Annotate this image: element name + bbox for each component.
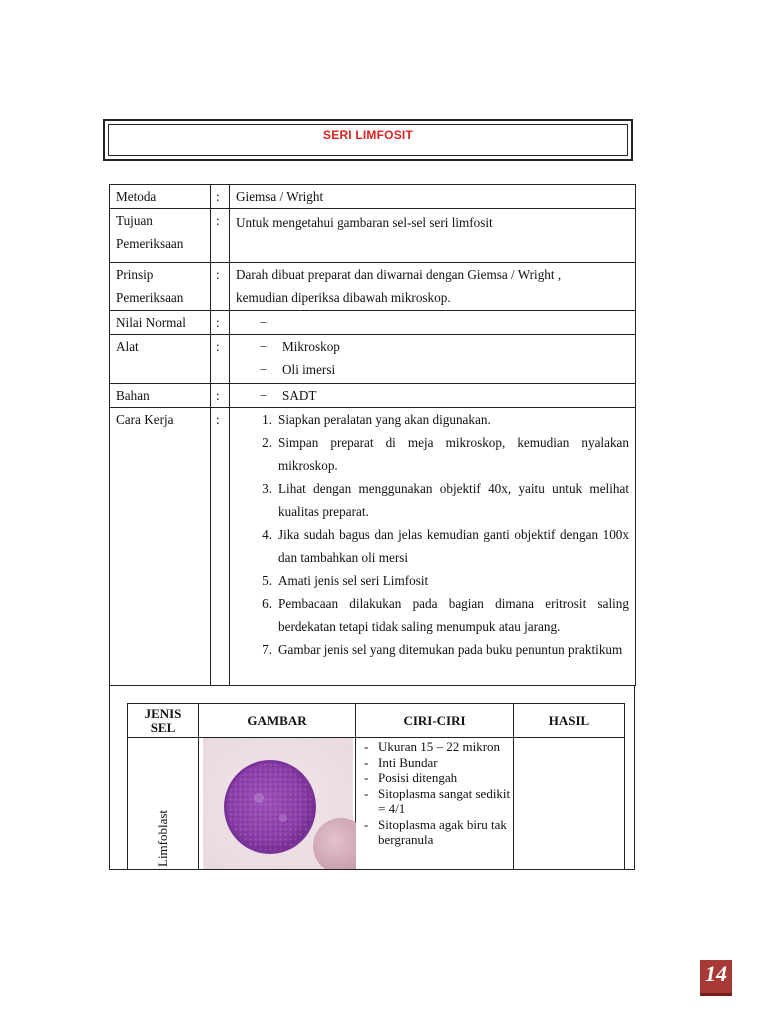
list-item — [364, 739, 513, 755]
alat-item-text: Oli imersi — [282, 362, 336, 377]
cell-table-header-row — [128, 704, 625, 738]
header-jenis-line1: JENIS — [144, 705, 182, 721]
cell-type-table — [127, 703, 625, 870]
table-row — [128, 738, 625, 870]
colon: : — [211, 311, 230, 335]
row-metoda — [110, 185, 636, 209]
nucleolus — [254, 793, 264, 803]
colon: : — [211, 408, 230, 686]
steps-list — [236, 408, 629, 661]
list-item — [236, 638, 629, 661]
ciri-text: Posisi ditengah — [378, 770, 458, 785]
bullet: - — [364, 739, 369, 754]
list-item — [236, 477, 629, 523]
alat-item-text: Mikroskop — [282, 339, 340, 354]
row-prinsip — [110, 263, 636, 311]
step-text: Pembacaan dilakukan pada bagian dimana eritrosit saling berdekatan tetapi tidak saling menumpuk atau jarang. — [278, 596, 629, 634]
header-ciri-ciri: CIRI-CIRI — [356, 704, 514, 738]
row-nilai-normal — [110, 311, 636, 335]
value-nilai-normal — [230, 311, 636, 335]
title-box — [103, 119, 633, 161]
ciri-text: Inti Bundar — [378, 754, 438, 770]
list-item — [364, 817, 513, 848]
ciri-text: Sitoplasma agak biru tak bergranula — [378, 816, 507, 847]
ciri-text: Sitoplasma sangat sedikit = 4/1 — [378, 785, 511, 816]
bullet: - — [364, 785, 369, 801]
label-tujuan-line1: Tujuan — [116, 213, 153, 228]
label-prinsip-line2: Pemeriksaan — [116, 290, 184, 305]
colon: : — [211, 335, 230, 384]
nucleolus — [279, 814, 287, 822]
list-item — [236, 358, 629, 381]
list-item — [236, 592, 629, 638]
value-prinsip-line1: Darah dibuat preparat dan diwarnai dengan Giemsa / Wright , — [236, 267, 562, 282]
row-cara-kerja — [110, 408, 636, 686]
page-title: SERI LIMFOSIT — [323, 128, 413, 142]
value-prinsip — [230, 263, 636, 311]
list-item — [364, 755, 513, 771]
bahan-item-text: SADT — [282, 388, 317, 403]
colon: : — [211, 209, 230, 263]
value-tujuan-text: Untuk mengetahui gambaran sel-sel seri limfosit — [236, 215, 493, 230]
colon: : — [211, 384, 230, 408]
value-cara-kerja — [230, 408, 636, 686]
colon: : — [211, 263, 230, 311]
header-gambar: GAMBAR — [199, 704, 356, 738]
label-cara-kerja: Cara Kerja — [110, 408, 211, 686]
label-tujuan-line2: Pemeriksaan — [116, 236, 184, 251]
list-item — [236, 569, 629, 592]
colon: : — [211, 185, 230, 209]
step-text: Jika sudah bagus dan jelas kemudian ganti objektif dengan 100x dan tambahkan oli mersi — [278, 527, 629, 565]
value-tujuan — [230, 209, 636, 263]
header-hasil: HASIL — [514, 704, 625, 738]
row-alat — [110, 335, 636, 384]
dash-mark: − — [260, 339, 268, 354]
step-text: Lihat dengan menggunakan objektif 40x, yaitu untuk melihat kualitas preparat. — [278, 481, 629, 519]
ciri-text: Ukuran 15 – 22 mikron — [378, 739, 501, 754]
step-number: 5. — [262, 573, 272, 588]
label-prinsip-line1: Prinsip — [116, 267, 154, 282]
bullet: - — [364, 816, 369, 832]
dash-mark: − — [260, 388, 268, 403]
step-number: 1. — [262, 412, 272, 427]
header-jenis-sel — [128, 704, 199, 738]
header-jenis-line2: SEL — [150, 719, 176, 735]
step-number: 2. — [262, 435, 272, 450]
label-bahan: Bahan — [110, 384, 211, 408]
dash-mark: − — [260, 315, 268, 330]
label-tujuan — [110, 209, 211, 263]
step-text: Simpan preparat di meja mikroskop, kemudian nyalakan mikroskop. — [278, 435, 629, 473]
list-item — [236, 431, 629, 477]
label-metoda: Metoda — [110, 185, 211, 209]
step-number: 4. — [262, 527, 272, 542]
info-table — [109, 184, 636, 686]
step-number: 6. — [262, 596, 272, 611]
dash-mark: − — [260, 362, 268, 377]
list-item — [236, 384, 629, 407]
step-number: 3. — [262, 481, 272, 496]
list-item — [236, 523, 629, 569]
list-item — [236, 408, 629, 431]
cell-gambar — [199, 738, 356, 870]
label-prinsip — [110, 263, 211, 311]
step-text: Amati jenis sel seri Limfosit — [278, 573, 429, 588]
cell-jenis — [128, 738, 199, 870]
value-bahan — [230, 384, 636, 408]
list-item — [364, 786, 513, 817]
page-number: 14 — [700, 960, 732, 996]
row-tujuan — [110, 209, 636, 263]
list-item — [364, 770, 513, 786]
step-text: Siapkan peralatan yang akan digunakan. — [278, 412, 491, 427]
cell-type-name: Limfoblast — [155, 809, 170, 867]
list-item — [236, 335, 629, 358]
value-metoda: Giemsa / Wright — [230, 185, 636, 209]
ciri-list — [356, 738, 513, 848]
nucleus-chromatin — [227, 763, 313, 851]
bullet: - — [364, 770, 369, 785]
lymphoblast-microscope-image — [199, 738, 356, 869]
value-alat — [230, 335, 636, 384]
step-text: Gambar jenis sel yang ditemukan pada buku penuntun praktikum — [278, 642, 623, 657]
label-alat: Alat — [110, 335, 211, 384]
row-bahan — [110, 384, 636, 408]
cell-ciri — [356, 738, 514, 870]
label-nilai-normal: Nilai Normal — [110, 311, 211, 335]
step-number: 7. — [262, 642, 272, 657]
cell-hasil — [514, 738, 625, 870]
bullet: - — [364, 754, 369, 770]
value-prinsip-line2: kemudian diperiksa dibawah mikroskop. — [236, 290, 451, 305]
